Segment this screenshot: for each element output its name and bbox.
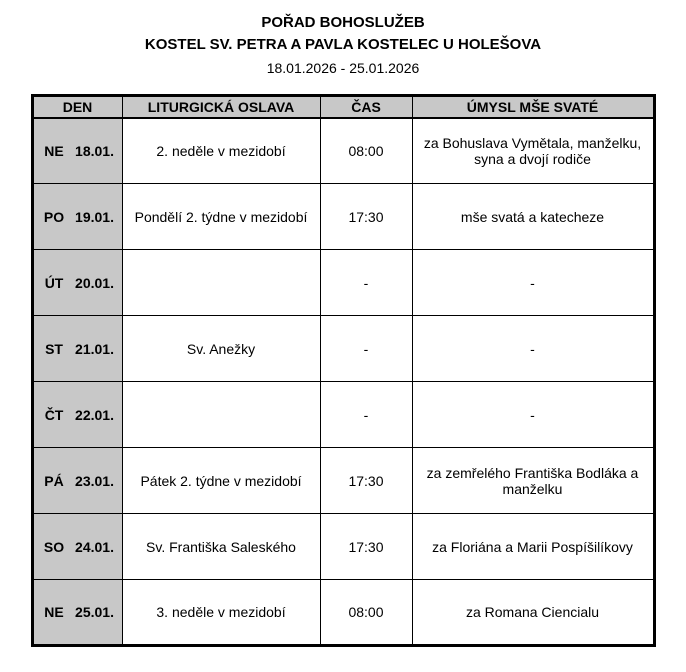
table-row bbox=[32, 118, 654, 184]
intention-cell: za Romana Ciencialu bbox=[412, 580, 654, 646]
time-cell: - bbox=[320, 382, 412, 448]
date-range: 18.01.2026 - 25.01.2026 bbox=[266, 59, 420, 76]
liturgy-cell: Sv. Anežky bbox=[122, 316, 320, 382]
day-abbr: ČT bbox=[44, 406, 64, 423]
col-header-cas: ČAS bbox=[320, 95, 412, 118]
intention-cell: mše svatá a katecheze bbox=[412, 184, 654, 250]
day-cell bbox=[32, 250, 122, 316]
day-cell bbox=[32, 448, 122, 514]
time-cell: 08:00 bbox=[320, 580, 412, 646]
page-title: POŘAD BOHOSLUŽEB bbox=[261, 14, 425, 31]
time-cell: 17:30 bbox=[320, 448, 412, 514]
intention-cell: za zemřelého Františka Bodláka a manželku bbox=[412, 448, 654, 514]
liturgy-cell: Sv. Františka Saleského bbox=[122, 514, 320, 580]
day-cell bbox=[32, 118, 122, 184]
col-header-umysl: ÚMYSL MŠE SVATÉ bbox=[412, 95, 654, 118]
time-cell: 08:00 bbox=[320, 118, 412, 184]
liturgy-cell: Pondělí 2. týdne v mezidobí bbox=[122, 184, 320, 250]
day-abbr: ÚT bbox=[44, 274, 64, 291]
day-date: 24.01. bbox=[75, 538, 114, 555]
intention-cell: za Bohuslava Vymětala, manželku, syna a dvojí rodiče bbox=[412, 118, 654, 184]
time-cell: - bbox=[320, 250, 412, 316]
day-date: 22.01. bbox=[75, 406, 114, 423]
intention-cell: - bbox=[412, 316, 654, 382]
table-header-row bbox=[32, 95, 654, 118]
table-row bbox=[32, 514, 654, 580]
table-row bbox=[32, 580, 654, 646]
day-abbr: NE bbox=[44, 604, 64, 621]
liturgy-cell: 3. neděle v mezidobí bbox=[122, 580, 320, 646]
table-row bbox=[32, 250, 654, 316]
day-date: 21.01. bbox=[75, 340, 114, 357]
intention-cell: za Floriána a Marii Pospíšilíkovy bbox=[412, 514, 654, 580]
day-cell bbox=[32, 580, 122, 646]
day-abbr: NE bbox=[44, 143, 64, 160]
col-header-oslava: LITURGICKÁ OSLAVA bbox=[122, 95, 320, 118]
day-abbr: ST bbox=[45, 340, 63, 357]
day-date: 25.01. bbox=[75, 604, 114, 621]
schedule-table bbox=[31, 94, 656, 648]
page-subtitle: KOSTEL SV. PETRA A PAVLA KOSTELEC U HOLEŠOVA bbox=[144, 35, 542, 53]
day-date: 18.01. bbox=[75, 143, 114, 160]
table-row bbox=[32, 184, 654, 250]
table-row bbox=[32, 382, 654, 448]
day-date: 23.01. bbox=[75, 472, 114, 489]
day-abbr: PÁ bbox=[44, 472, 64, 489]
time-cell: 17:30 bbox=[320, 514, 412, 580]
liturgy-cell bbox=[122, 382, 320, 448]
time-cell: - bbox=[320, 316, 412, 382]
table-row bbox=[32, 448, 654, 514]
liturgy-cell: Pátek 2. týdne v mezidobí bbox=[122, 448, 320, 514]
day-abbr: PO bbox=[43, 208, 65, 225]
liturgy-cell: 2. neděle v mezidobí bbox=[122, 118, 320, 184]
document-header bbox=[0, 12, 686, 78]
time-cell: 17:30 bbox=[320, 184, 412, 250]
day-date: 20.01. bbox=[75, 274, 114, 291]
intention-cell: - bbox=[412, 250, 654, 316]
day-cell bbox=[32, 514, 122, 580]
day-cell bbox=[32, 184, 122, 250]
day-cell bbox=[32, 382, 122, 448]
liturgy-cell bbox=[122, 250, 320, 316]
intention-cell: - bbox=[412, 382, 654, 448]
day-abbr: SO bbox=[43, 538, 65, 555]
day-cell bbox=[32, 316, 122, 382]
table-row bbox=[32, 316, 654, 382]
day-date: 19.01. bbox=[75, 208, 114, 225]
col-header-den: DEN bbox=[32, 95, 122, 118]
